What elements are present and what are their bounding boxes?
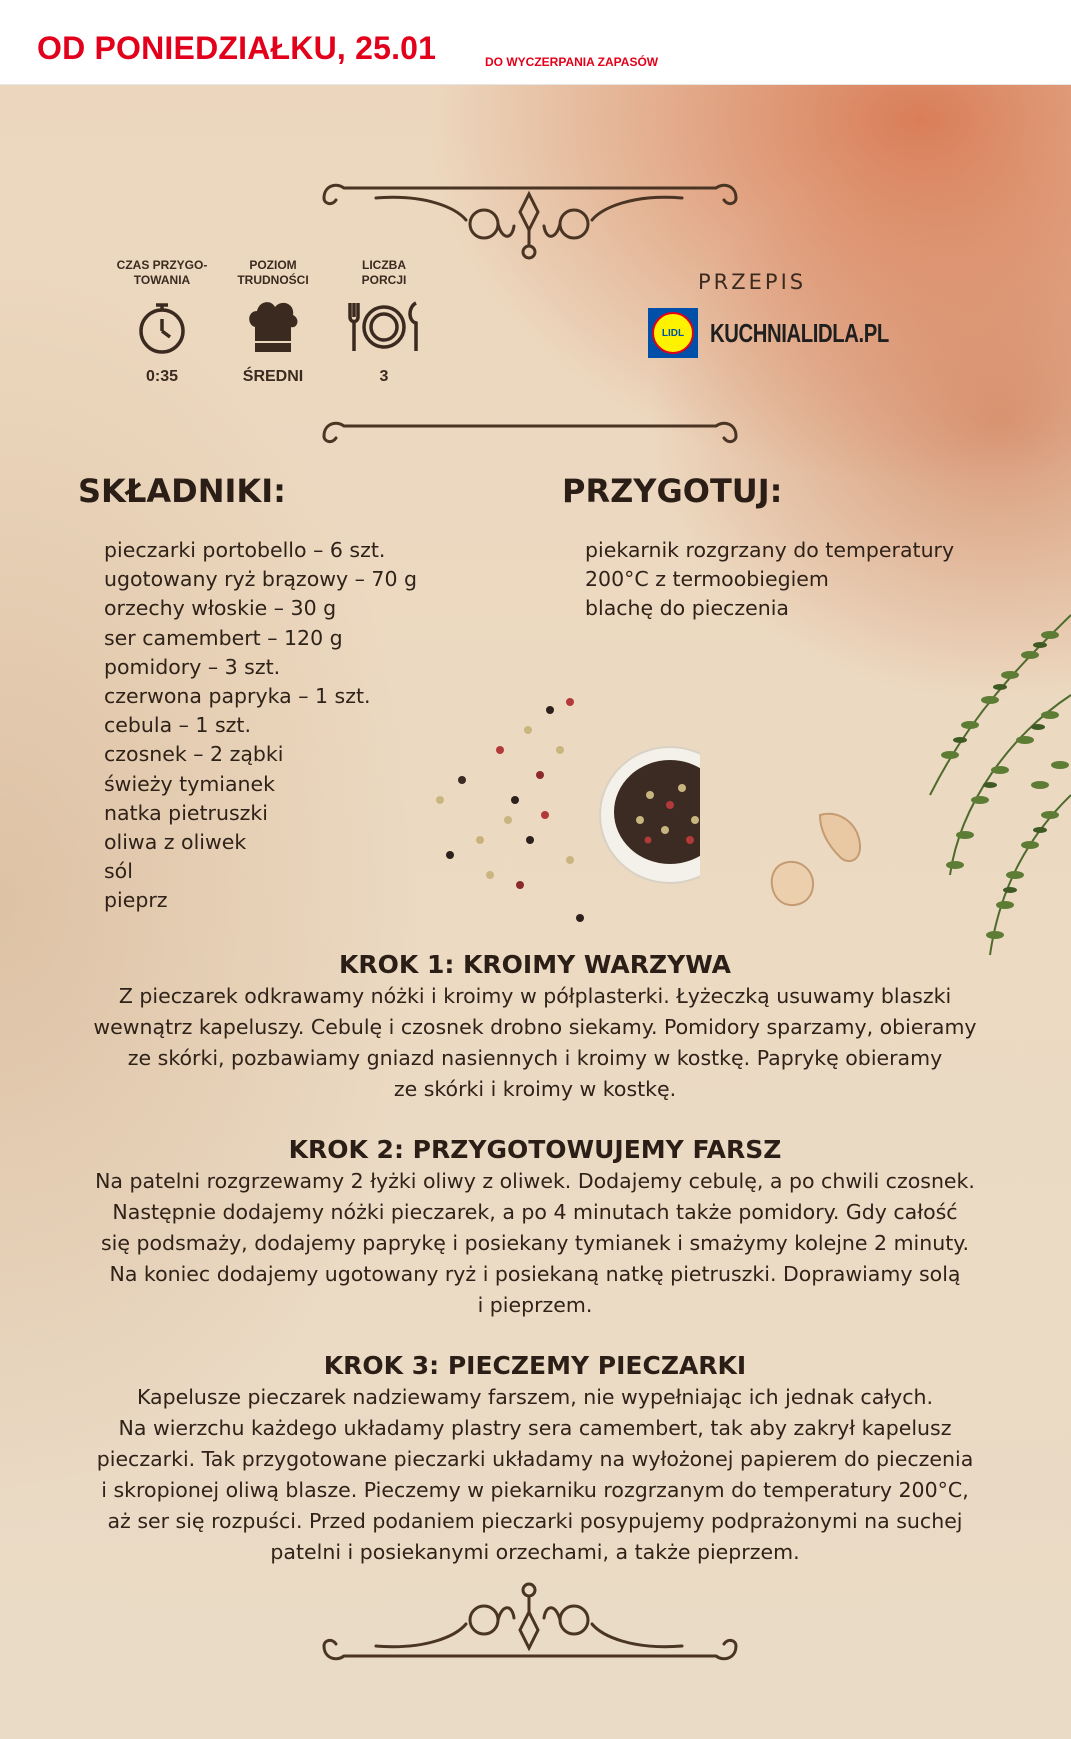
brand-site: KUCHNIALIDLA.PL bbox=[710, 317, 889, 348]
step-line: ze skórki, pozbawiamy gniazd nasiennych i kroimy w kostkę. Paprykę obieramy bbox=[127, 1046, 943, 1070]
ingredient-item: świeży tymianek bbox=[104, 771, 276, 796]
ingredient-item: sól bbox=[104, 859, 133, 884]
step-line: się podsmaży, dodajemy paprykę i posiekany tymianek i smażymy kolejne 2 minuty. bbox=[101, 1231, 969, 1255]
step-line: Kapelusze pieczarek nadziewamy farszem, nie wypełniając ich jednak całych. bbox=[136, 1385, 934, 1409]
meta-difficulty bbox=[213, 258, 333, 386]
meta-label-line2: TOWANIA bbox=[133, 273, 191, 287]
plate-cutlery-icon bbox=[324, 294, 444, 358]
step-line: ze skórki i kroimy w kostkę. bbox=[393, 1077, 677, 1101]
recipe-label: PRZEPIS bbox=[698, 270, 807, 294]
step-text bbox=[60, 1166, 1010, 1321]
step-title: KROK 1: KROIMY WARZYWA bbox=[339, 950, 731, 979]
step-text bbox=[60, 1382, 1010, 1568]
step-line: patelni i posiekanymi orzechami, a także pieprzem. bbox=[270, 1540, 800, 1564]
meta-prep-time bbox=[102, 258, 222, 386]
step-title: KROK 3: PIECZEMY PIECZARKI bbox=[323, 1351, 747, 1380]
step-line: Na koniec dodajemy ugotowany ryż i posiekaną natkę pietruszki. Doprawiamy solą bbox=[109, 1262, 961, 1286]
chef-hat-icon bbox=[213, 294, 333, 358]
peppercorn-bowl-image bbox=[420, 690, 700, 930]
prepare-heading: PRZYGOTUJ: bbox=[562, 472, 783, 510]
step-line: Następnie dodajemy nóżki pieczarek, a po 4 minutach także pomidory. Gdy całość bbox=[112, 1200, 958, 1224]
top-ornament bbox=[316, 168, 742, 264]
ingredient-item: pomidory – 3 szt. bbox=[104, 654, 281, 679]
meta-label-line2: TRUDNOŚCI bbox=[237, 273, 309, 287]
ingredient-item: czosnek – 2 ząbki bbox=[104, 742, 284, 767]
prepare-item: piekarnik rozgrzany do temperatury bbox=[585, 538, 955, 562]
ingredients-list bbox=[104, 536, 417, 916]
offer-date: OD PONIEDZIAŁKU, 25.01 bbox=[37, 30, 437, 66]
ingredient-item: pieprz bbox=[104, 888, 168, 913]
step-line: wewnątrz kapeluszy. Cebulę i czosnek drobno siekamy. Pomidory sparzamy, obieramy bbox=[93, 1015, 977, 1039]
meta-label-line1: POZIOM bbox=[249, 258, 297, 272]
ingredient-item: natka pietruszki bbox=[104, 800, 268, 825]
ingredient-item: ser camembert – 120 g bbox=[104, 625, 343, 650]
step-line: i skropionej oliwą blasze. Pieczemy w piekarniku rozgrzanym do temperatury 200°C, bbox=[101, 1478, 969, 1502]
step-title: KROK 2: PRZYGOTOWUJEMY FARSZ bbox=[288, 1135, 782, 1164]
thyme-image bbox=[850, 575, 1071, 960]
step-line: Na wierzchu każdego układamy plastry sera camembert, tak aby zakrył kapelusz bbox=[118, 1416, 952, 1440]
meta-label-line1: LICZBA bbox=[362, 258, 406, 272]
offer-subtitle: DO WYCZERPANIA ZAPASÓW bbox=[485, 55, 659, 69]
lidl-logo: LIDL bbox=[648, 308, 698, 358]
divider-ornament bbox=[316, 414, 742, 448]
meta-label-line2: PORCJI bbox=[361, 273, 407, 287]
stopwatch-icon bbox=[102, 294, 222, 358]
step-2 bbox=[60, 1135, 1010, 1321]
step-line: Na patelni rozgrzewamy 2 łyżki oliwy z oliwek. Dodajemy cebulę, a po chwili czosnek. bbox=[95, 1169, 975, 1193]
prepare-item: blachę do pieczenia bbox=[585, 596, 789, 621]
step-line: pieczarki. Tak przygotowane pieczarki układamy na wyłożonej papierem do pieczenia bbox=[96, 1447, 974, 1471]
ingredients-heading: SKŁADNIKI: bbox=[78, 472, 286, 510]
step-line: aż ser się rozpuści. Przed podaniem pieczarki posypujemy podprażonymi na suchej bbox=[107, 1509, 963, 1533]
meta-value-difficulty: ŚREDNI bbox=[242, 368, 304, 385]
bottom-ornament bbox=[316, 1580, 742, 1672]
step-text bbox=[60, 981, 1010, 1105]
meta-value-portions: 3 bbox=[379, 368, 389, 385]
ingredient-item: orzechy włoskie – 30 g bbox=[104, 596, 337, 621]
header-bar bbox=[0, 0, 1071, 85]
step-1 bbox=[60, 950, 1010, 1105]
meta-label-line1: CZAS PRZYGO- bbox=[116, 258, 208, 272]
ingredient-item: czerwona papryka – 1 szt. bbox=[104, 684, 371, 709]
meta-value-time: 0:35 bbox=[145, 368, 179, 385]
ingredient-item: cebula – 1 szt. bbox=[104, 713, 251, 738]
meta-portions bbox=[324, 258, 444, 386]
step-line: Z pieczarek odkrawamy nóżki i kroimy w półplasterki. Łyżeczką usuwamy blaszki bbox=[118, 984, 952, 1008]
brand-link[interactable] bbox=[648, 308, 939, 358]
step-3 bbox=[60, 1351, 1010, 1568]
ingredient-item: oliwa z oliwek bbox=[104, 830, 247, 855]
ingredient-item: pieczarki portobello – 6 szt. bbox=[104, 538, 386, 562]
prepare-item: 200°C z termoobiegiem bbox=[585, 567, 829, 592]
step-line: i pieprzem. bbox=[477, 1293, 593, 1317]
ingredient-item: ugotowany ryż brązowy – 70 g bbox=[104, 567, 418, 592]
